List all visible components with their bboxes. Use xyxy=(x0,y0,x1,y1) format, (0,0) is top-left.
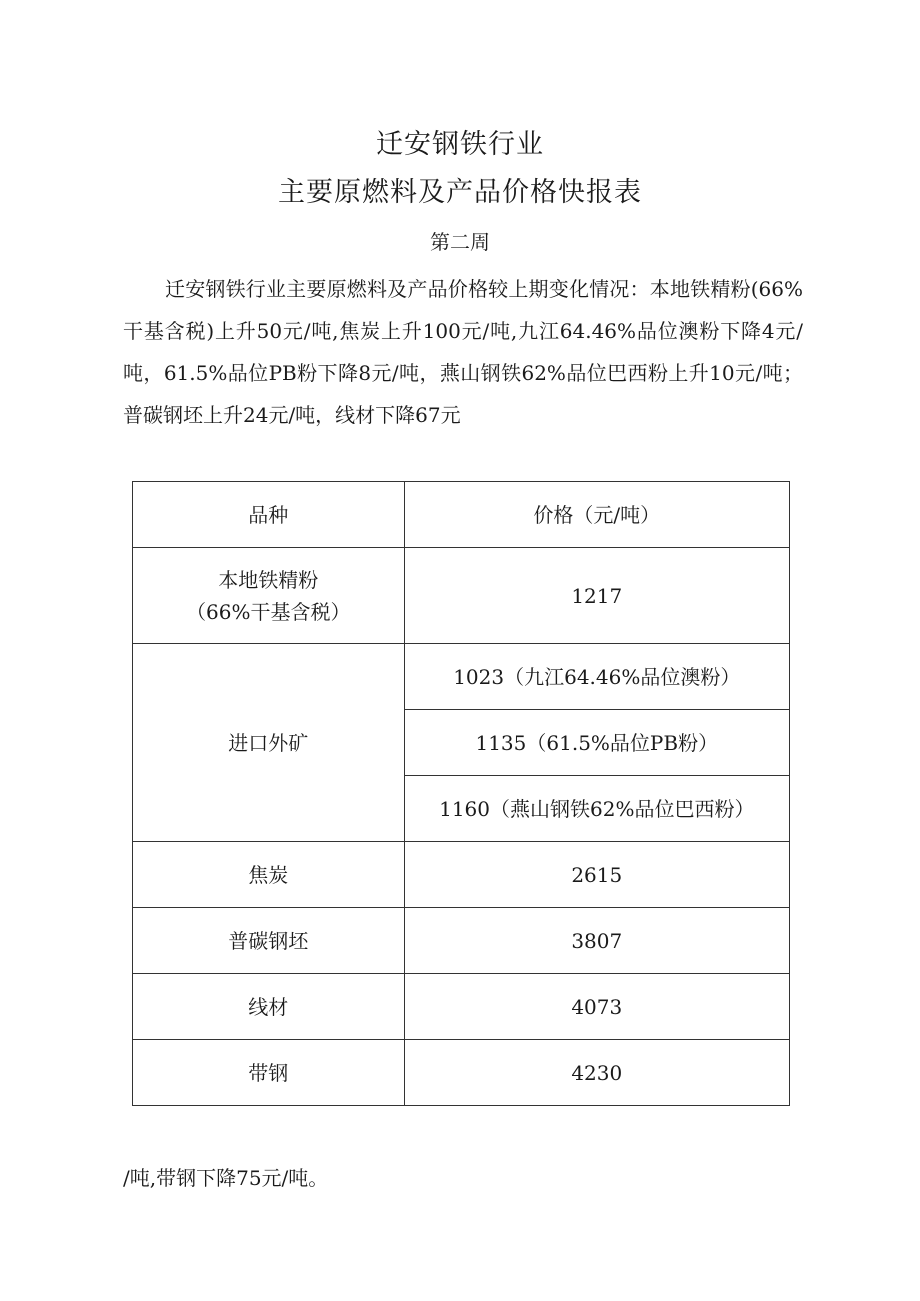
variety-cell xyxy=(133,548,405,644)
header-variety: 品种 xyxy=(133,482,405,548)
report-title-line2: 主要原燃料及产品价格快报表 xyxy=(278,177,642,208)
price-table xyxy=(132,481,790,1106)
price-cell: 1217 xyxy=(404,548,789,644)
table-row xyxy=(133,908,790,974)
table-row xyxy=(133,842,790,908)
price-cell: 1160（燕山钢铁62%品位巴西粉） xyxy=(404,776,789,842)
table-row xyxy=(133,974,790,1040)
table-header-row xyxy=(133,482,790,548)
variety-cell: 普碳钢坯 xyxy=(133,908,405,974)
summary-paragraph: 迁安钢铁行业主要原燃料及产品价格较上期变化情况：本地铁精粉(66%干基含税)上升50元/吨,焦炭上升100元/吨,九江64.46%品位澳粉下降4元/吨，61.5%品位PB粉下降8元/吨，燕山钢铁62%品位巴西粉上升10元/吨；普碳钢坯上升24元/吨，线材下降67元 xyxy=(123,277,803,427)
week-label: 第二周 xyxy=(430,230,490,254)
price-cell: 1023（九江64.46%品位澳粉） xyxy=(404,644,789,710)
price-cell: 4230 xyxy=(404,1040,789,1106)
header-price: 价格（元/吨） xyxy=(404,482,789,548)
variety-cell: 进口外矿 xyxy=(133,644,405,842)
table-row xyxy=(133,548,790,644)
price-cell: 1135（61.5%品位PB粉） xyxy=(404,710,789,776)
table-row xyxy=(133,1040,790,1106)
report-title-line1: 迁安钢铁行业 xyxy=(376,129,544,160)
summary-continuation: /吨,带钢下降75元/吨。 xyxy=(123,1166,329,1190)
price-cell: 4073 xyxy=(404,974,789,1040)
table-row xyxy=(133,644,790,710)
variety-note: （66%干基含税） xyxy=(186,599,351,624)
price-cell: 2615 xyxy=(404,842,789,908)
variety-cell: 焦炭 xyxy=(133,842,405,908)
variety-cell: 带钢 xyxy=(133,1040,405,1106)
variety-cell: 线材 xyxy=(133,974,405,1040)
variety-name: 本地铁精粉 xyxy=(218,567,319,592)
price-cell: 3807 xyxy=(404,908,789,974)
